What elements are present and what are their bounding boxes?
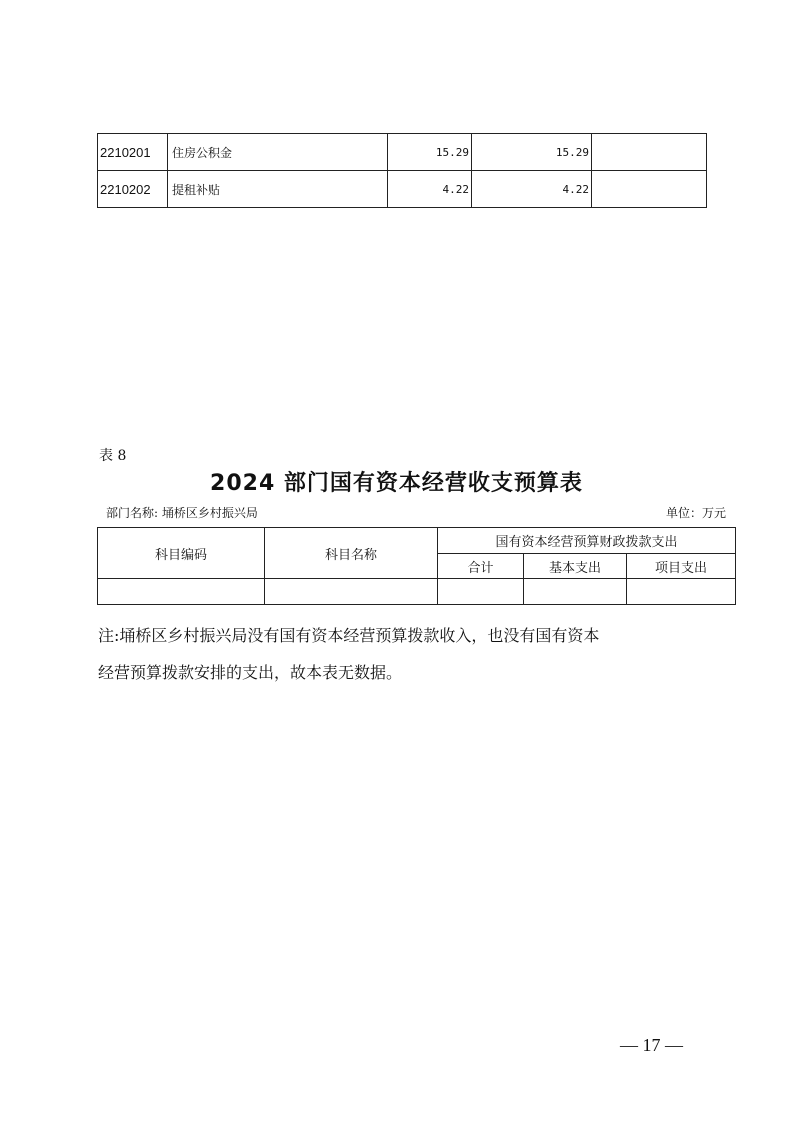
capital-budget-table [97, 527, 736, 605]
table-label: 表 8 [99, 448, 127, 464]
project-amount [592, 171, 707, 208]
total-amount: 15.29 [388, 134, 472, 171]
empty-cell [524, 579, 627, 605]
project-amount [592, 134, 707, 171]
empty-cell [265, 579, 438, 605]
subject-code: 2210201 [98, 134, 168, 171]
basic-amount: 15.29 [472, 134, 592, 171]
empty-cell [627, 579, 736, 605]
basic-amount: 4.22 [472, 171, 592, 208]
expenditure-table-continued [97, 133, 707, 208]
note-line-1: 注:埇桥区乡村振兴局没有国有资本经营预算拨款收入，也没有国有资本 [98, 626, 600, 645]
unit-label: 单位：万元 [665, 506, 726, 520]
table-row [98, 134, 707, 171]
page-number: — 17 — [620, 1035, 683, 1055]
subject-name: 提租补贴 [168, 171, 388, 208]
header-basic: 基本支出 [524, 554, 627, 579]
header-subject-code: 科目编码 [98, 528, 265, 579]
page-title: 2024 部门国有资本经营收支预算表 [210, 471, 583, 496]
header-project: 项目支出 [627, 554, 736, 579]
table-row [98, 171, 707, 208]
header-group: 国有资本经营预算财政拨款支出 [438, 528, 736, 554]
table-header-row [98, 528, 736, 554]
header-total: 合计 [438, 554, 524, 579]
subject-name: 住房公积金 [168, 134, 388, 171]
total-amount: 4.22 [388, 171, 472, 208]
empty-cell [438, 579, 524, 605]
empty-cell [98, 579, 265, 605]
department-name: 部门名称: 埇桥区乡村振兴局 [106, 506, 258, 520]
table-row [98, 579, 736, 605]
subject-code: 2210202 [98, 171, 168, 208]
note-line-2: 经营预算拨款安排的支出，故本表无数据。 [98, 663, 403, 682]
header-subject-name: 科目名称 [265, 528, 438, 579]
